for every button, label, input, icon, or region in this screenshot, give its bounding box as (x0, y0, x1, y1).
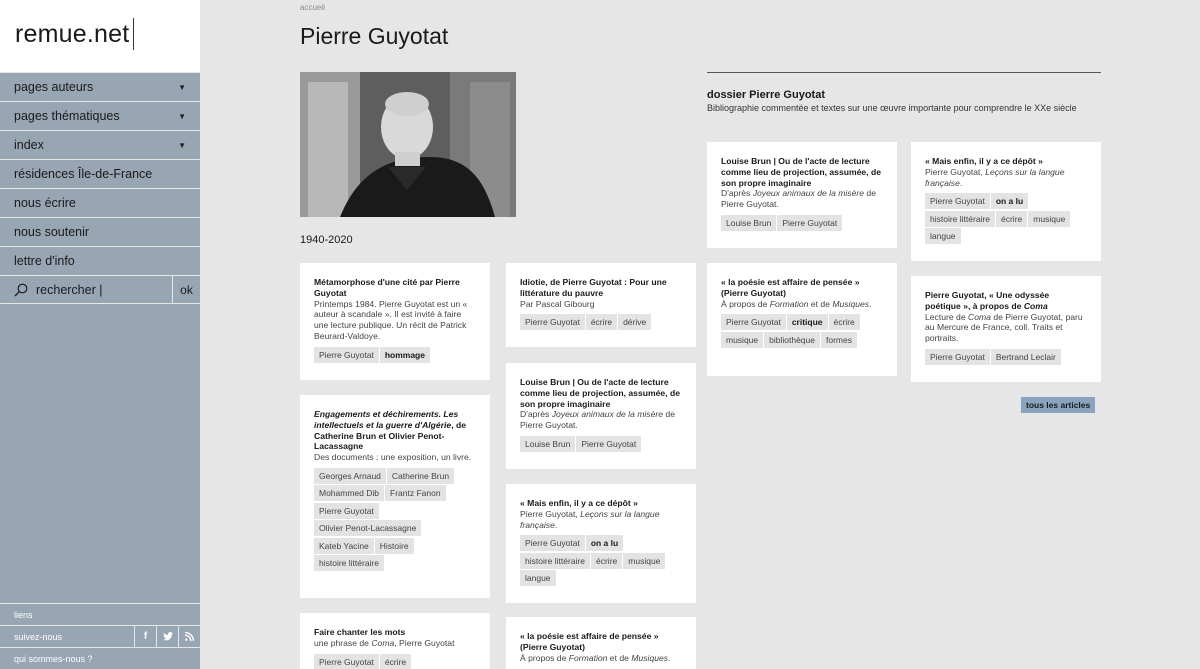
article-title[interactable] (925, 290, 1087, 312)
dossier-title[interactable]: dossier Pierre Guyotat (707, 89, 825, 101)
tag-list (520, 535, 682, 588)
nav-label: lettre d'info (14, 254, 75, 268)
nav-label: nous écrire (14, 196, 76, 210)
tag-list (314, 468, 476, 573)
nav-label: nous soutenir (14, 225, 90, 239)
twitter-icon[interactable] (156, 626, 178, 648)
nav-item-index[interactable] (0, 130, 200, 159)
desc-part: Pierre Guyotat, (520, 508, 581, 519)
tag-list (925, 349, 1087, 367)
tag[interactable]: écrire (586, 314, 617, 330)
article-card[interactable] (506, 363, 696, 469)
desc-part: À propos de (721, 298, 770, 309)
search-form (0, 275, 200, 304)
article-card[interactable] (707, 142, 897, 248)
desc-part: . (959, 177, 963, 188)
article-title[interactable] (314, 409, 476, 452)
article-description (925, 167, 1087, 189)
tag[interactable]: histoire littéraire (925, 211, 995, 227)
article-card[interactable] (300, 263, 490, 380)
all-articles-button[interactable]: tous les articles (1021, 397, 1095, 413)
article-description: Par Pascal Gibourg (520, 298, 595, 309)
article-title-part: Pierre Guyotat, « Une odyssée poétique », à propos de (925, 290, 1050, 311)
tag[interactable]: Pierre Guyotat (520, 314, 585, 330)
author-portrait (300, 72, 516, 217)
tag[interactable]: Pierre Guyotat (314, 503, 379, 519)
caret-down-icon: ▼ (178, 82, 186, 92)
article-title-italic: Engagements et déchirements. Les intellectuels et la guerre d'Algérie (314, 409, 459, 430)
desc-italic: Coma (968, 311, 991, 322)
desc-part: , Pierre Guyotat (394, 637, 455, 648)
article-description (925, 312, 1087, 344)
tag[interactable]: Louise Brun (520, 436, 575, 452)
tag[interactable]: musique (721, 332, 763, 348)
tag[interactable]: écrire (829, 314, 860, 330)
footer-link-about[interactable]: qui sommes-nous ? (0, 647, 200, 669)
article-card[interactable] (911, 276, 1101, 382)
tag[interactable]: Georges Arnaud (314, 468, 386, 484)
article-card[interactable] (506, 484, 696, 603)
article-title[interactable]: Louise Brun | Ou de l'acte de lecture comme lieu de projection, assumée, de son propre imaginaire (520, 377, 680, 409)
tag[interactable]: histoire littéraire (314, 555, 384, 571)
search-placeholder: rechercher | (36, 282, 103, 297)
tag[interactable]: écrire (996, 211, 1027, 227)
search-input[interactable] (0, 276, 172, 303)
nav-label: pages thématiques (14, 109, 120, 123)
tag[interactable]: langue (520, 570, 556, 586)
desc-part: . (668, 652, 671, 663)
desc-part: D'après (721, 188, 753, 199)
tag[interactable]: Olivier Penot-Lacassagne (314, 520, 421, 536)
tag[interactable]: Pierre Guyotat (925, 349, 990, 365)
tag[interactable]: Pierre Guyotat (576, 436, 641, 452)
tag-list (314, 654, 476, 669)
article-description (520, 509, 682, 531)
caret-down-icon: ▼ (178, 140, 186, 150)
tag[interactable]: Pierre Guyotat (520, 535, 585, 551)
footer-link-liens[interactable]: liens (0, 603, 200, 625)
article-title[interactable]: « Mais enfin, il y a ce dépôt » (520, 498, 638, 508)
sidebar-footer (0, 603, 200, 669)
tag[interactable]: Pierre Guyotat (925, 193, 990, 209)
logo-box (0, 0, 200, 72)
sidebar (0, 0, 200, 669)
article-description (520, 653, 682, 664)
desc-part: . (869, 298, 872, 309)
article-description (721, 188, 883, 210)
desc-italic: Formation (769, 298, 809, 309)
desc-part: de Pierre Guyotat. (520, 409, 675, 431)
tag[interactable]: écrire (591, 553, 622, 569)
tag-list (520, 436, 682, 454)
breadcrumb[interactable]: accueil (300, 3, 325, 12)
tag[interactable]: Histoire (375, 538, 414, 554)
main-nav (0, 72, 200, 304)
article-card[interactable] (300, 613, 490, 669)
article-title[interactable]: « la poésie est affaire de pensée » (Pierre Guyotat) (520, 631, 659, 652)
nav-item-nous-ecrire[interactable] (0, 188, 200, 217)
tag[interactable]: Pierre Guyotat (721, 314, 786, 330)
tag[interactable]: critique (787, 314, 828, 330)
search-icon (14, 283, 28, 297)
nav-label: pages auteurs (14, 80, 94, 94)
tag[interactable]: écrire (380, 654, 411, 669)
nav-label: résidences Île-de-France (14, 167, 153, 181)
tag[interactable]: Mohammed Dib (314, 485, 384, 501)
desc-part: Lecture de (925, 311, 968, 322)
tag-list (721, 215, 883, 233)
page-title: Pierre Guyotat (300, 23, 449, 49)
desc-italic: Coma (371, 637, 395, 648)
article-title[interactable]: Idiotie, de Pierre Guyotat : Pour une littérature du pauvre (520, 277, 667, 298)
tag[interactable]: musique (1028, 211, 1070, 227)
tag[interactable]: histoire littéraire (520, 553, 590, 569)
article-description (314, 638, 476, 649)
desc-part: et de (808, 298, 833, 309)
site-logo[interactable]: remue.net (15, 18, 134, 50)
tag[interactable]: langue (925, 228, 961, 244)
article-card[interactable] (506, 263, 696, 347)
tag[interactable]: Pierre Guyotat (314, 654, 379, 669)
desc-italic: Joyeux animaux de la misère (752, 188, 865, 199)
tag[interactable]: musique (623, 553, 665, 569)
tag[interactable]: Pierre Guyotat (777, 215, 842, 231)
nav-item-nous-soutenir[interactable] (0, 217, 200, 246)
tag-list (314, 347, 476, 365)
tag[interactable]: Bertrand Leclair (991, 349, 1061, 365)
tag[interactable]: on a lu (586, 535, 623, 551)
tag[interactable]: on a lu (991, 193, 1028, 209)
dossier-divider (707, 72, 1101, 73)
article-card[interactable] (300, 395, 490, 598)
author-dates: 1940-2020 (300, 234, 353, 246)
tag[interactable]: Louise Brun (721, 215, 776, 231)
desc-part: . (554, 519, 558, 530)
desc-italic: Formation (568, 652, 608, 663)
article-description (721, 299, 883, 310)
tag[interactable]: Kateb Yacine (314, 538, 374, 554)
tag[interactable]: bibliothèque (764, 332, 820, 348)
nav-label: index (14, 138, 44, 152)
article-title[interactable]: Faire chanter les mots (314, 627, 406, 637)
dossier-description: Bibliographie commentée et textes sur une œuvre importante pour comprendre le XXe siècle (707, 103, 1077, 113)
facebook-icon[interactable]: f (134, 626, 156, 648)
article-title[interactable]: « la poésie est affaire de pensée » (Pierre Guyotat) (721, 277, 860, 298)
article-description (520, 409, 682, 431)
tag[interactable]: dérive (618, 314, 651, 330)
desc-italic: Leçons sur la langue française (925, 166, 1065, 188)
tag[interactable]: Frantz Fanon (385, 485, 446, 501)
article-title[interactable]: Louise Brun | Ou de l'acte de lecture comme lieu de projection, assumée, de son propre imaginaire (721, 156, 881, 188)
nav-item-pages-auteurs[interactable] (0, 72, 200, 101)
follow-row (0, 625, 200, 647)
nav-item-lettre-info[interactable] (0, 246, 200, 275)
search-submit-button[interactable]: ok (172, 276, 200, 303)
tag[interactable]: Pierre Guyotat (314, 347, 379, 363)
article-card[interactable] (707, 263, 897, 376)
desc-italic: Musiques (631, 652, 669, 663)
desc-part: de Pierre Guyotat, paru au Mercure de France, coll. Traits et portraits. (925, 311, 1083, 344)
tag-list (925, 193, 1087, 246)
desc-italic: Musiques (832, 298, 870, 309)
desc-italic: Leçons sur la langue française (520, 508, 660, 530)
follow-label: suivez-nous (14, 631, 63, 642)
rss-icon[interactable] (178, 626, 200, 648)
nav-item-pages-thematiques[interactable] (0, 101, 200, 130)
desc-part: D'après (520, 409, 552, 420)
desc-part: de Pierre Guyotat. (721, 188, 876, 210)
tag-list (520, 314, 682, 332)
tag[interactable]: formes (821, 332, 857, 348)
portrait-photo (300, 72, 516, 217)
tag[interactable]: Catherine Brun (387, 468, 454, 484)
tag-list (721, 314, 883, 349)
article-card[interactable] (506, 617, 696, 669)
nav-item-residences[interactable] (0, 159, 200, 188)
article-title-italic: Coma (1023, 300, 1048, 311)
desc-part: et de (607, 652, 632, 663)
article-title[interactable]: « Mais enfin, il y a ce dépôt » (925, 156, 1043, 166)
desc-part: Pierre Guyotat, (925, 166, 986, 177)
article-title-rest: , de Catherine Brun et Olivier Penot-Lacassagne (314, 419, 467, 452)
social-links (134, 626, 200, 648)
article-title[interactable]: Métamorphose d'une cité par Pierre Guyotat (314, 277, 460, 298)
tag[interactable]: hommage (380, 347, 430, 363)
desc-part: une phrase de (314, 637, 372, 648)
article-card[interactable] (911, 142, 1101, 261)
desc-part: À propos de (520, 652, 569, 663)
caret-down-icon: ▼ (178, 111, 186, 121)
desc-italic: Joyeux animaux de la misère (551, 409, 664, 420)
article-description: Des documents : une exposition, un livre. (314, 452, 472, 463)
article-description: Printemps 1984. Pierre Guyotat est un « auteur à scandale ». Il est invité à faire une lecture publique. Un récit de Patrick Beurard-Valdoye. (314, 298, 468, 341)
